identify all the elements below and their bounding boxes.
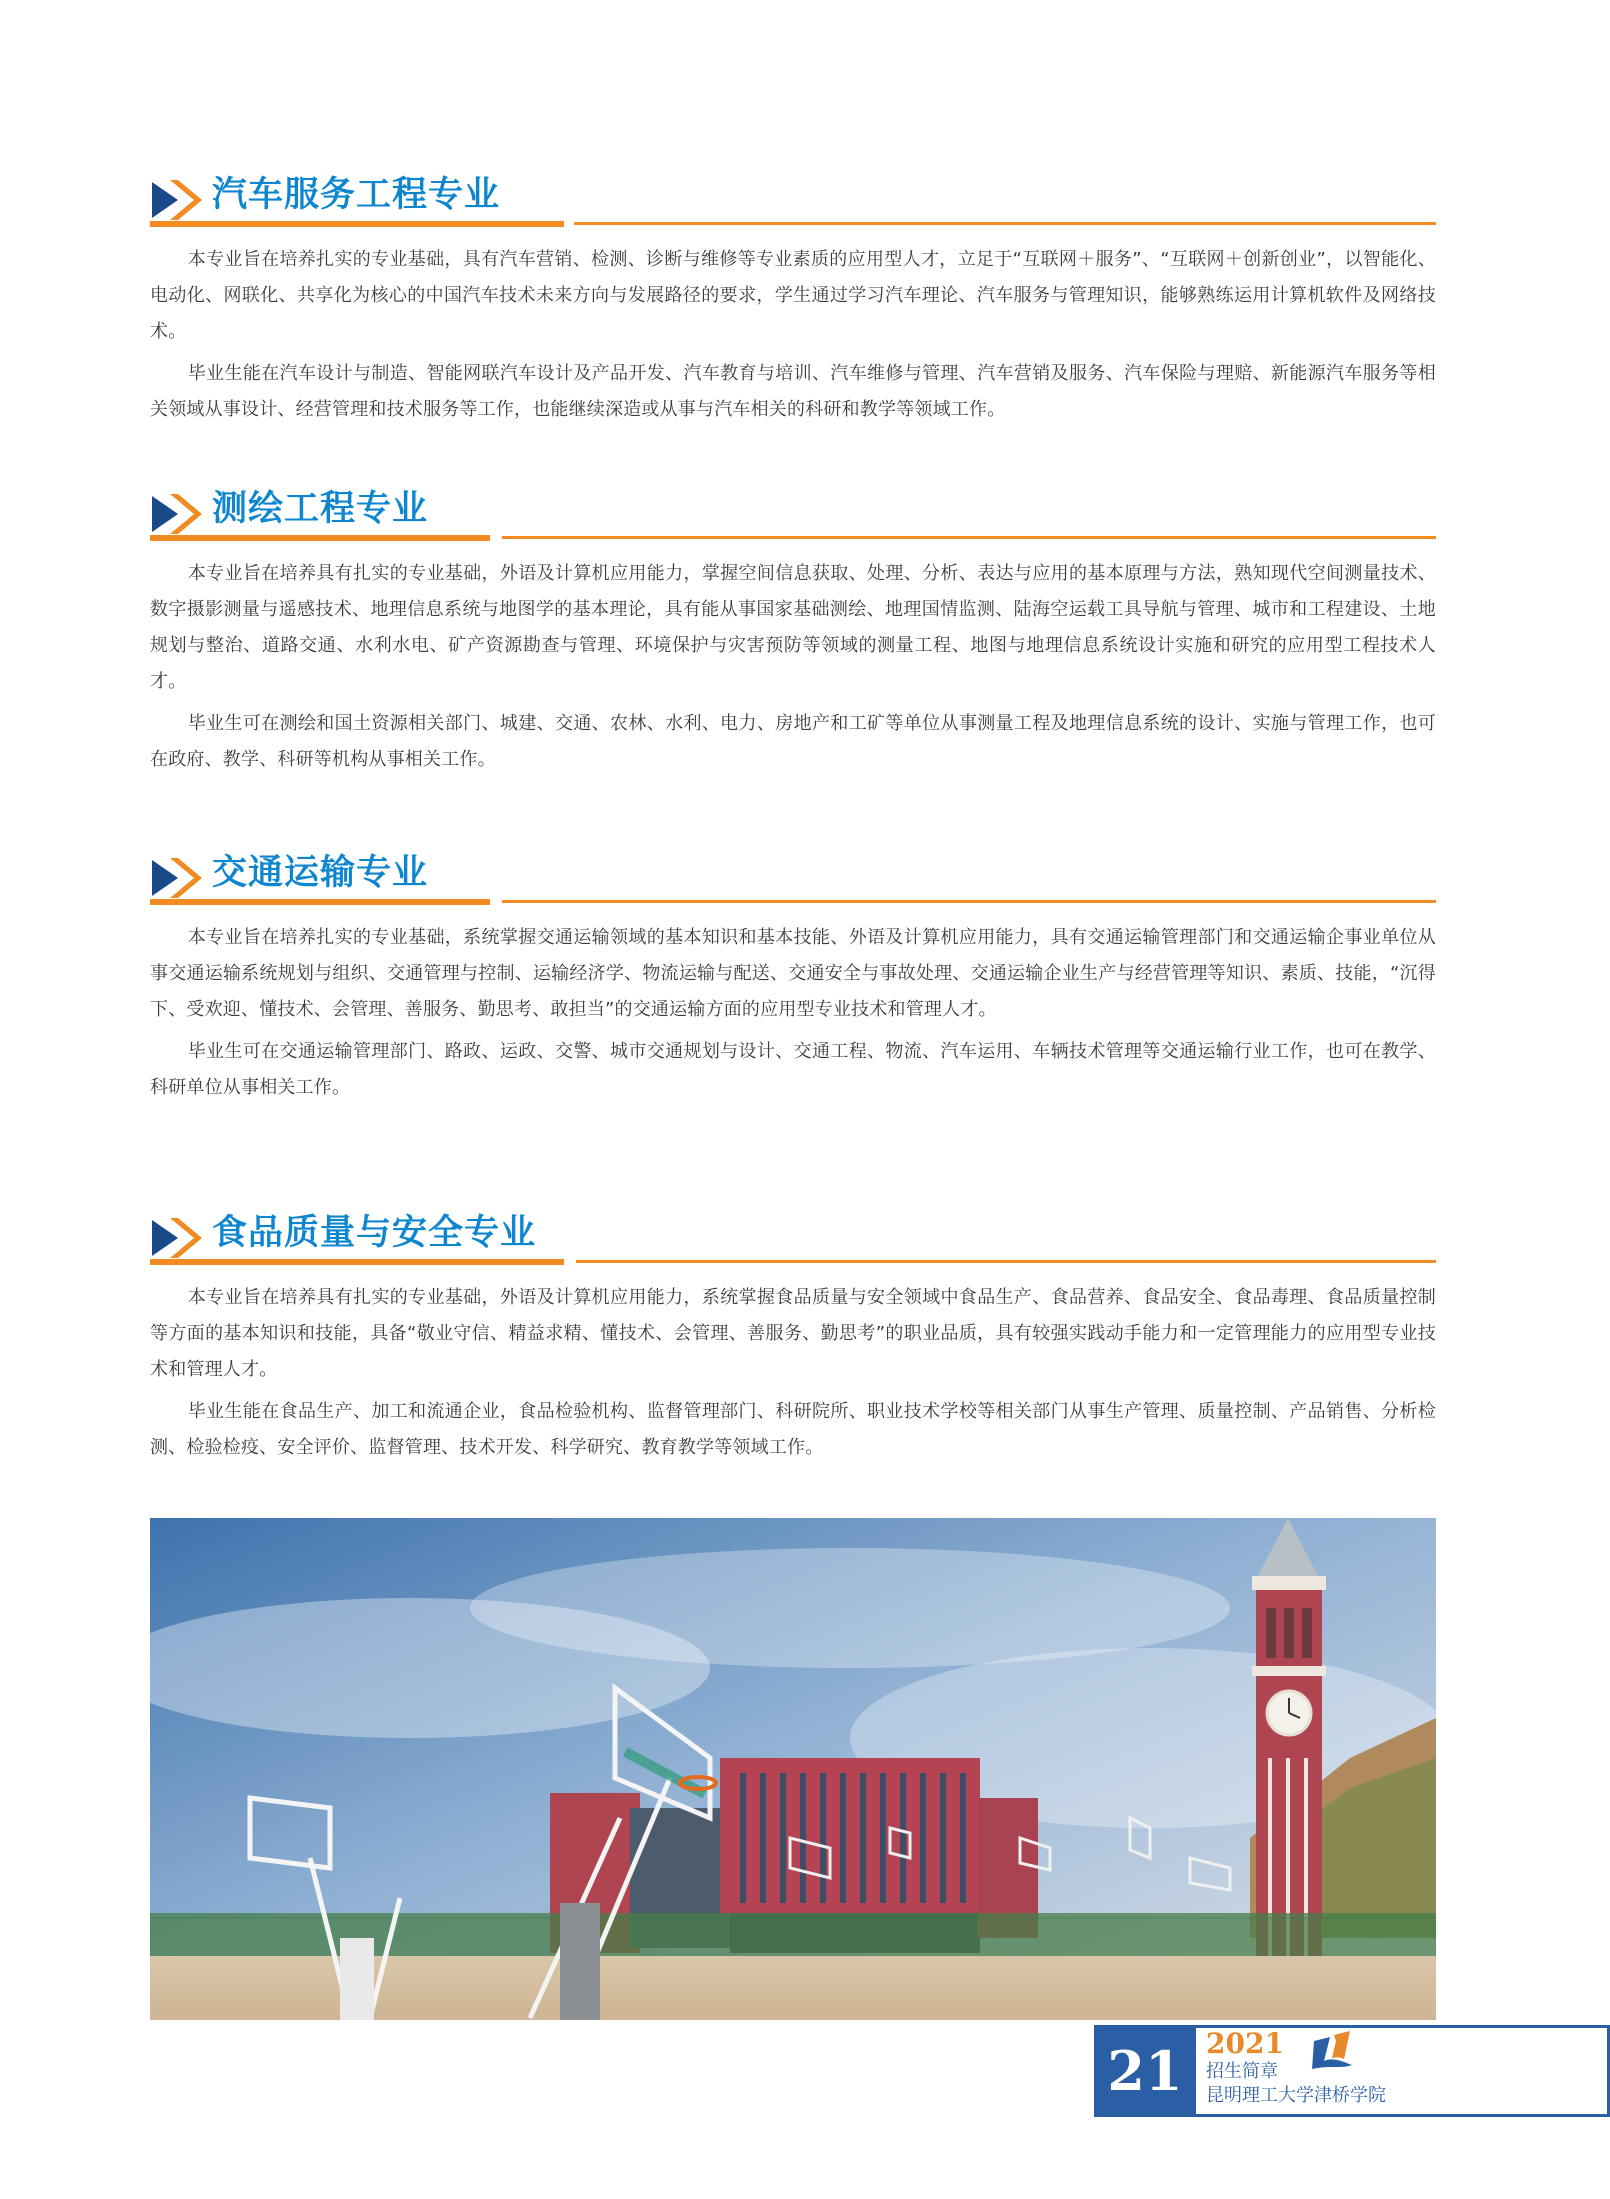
double-chevron-icon (152, 856, 208, 900)
title-underline (150, 1259, 564, 1265)
section-title: 交通运输专业 (212, 853, 429, 893)
section-title: 食品质量与安全专业 (212, 1213, 537, 1253)
section-automotive-service-engineering (150, 160, 1436, 434)
page-footer (1094, 2025, 1610, 2117)
page-number: 21 (1107, 2039, 1183, 2103)
section-paragraph: 本专业旨在培养具有扎实的专业基础，外语及计算机应用能力，掌握空间信息获取、处理、分析、表达与应用的基本原理与方法，熟知现代空间测量技术、数字摄影测量与遥感技术、地理信息系统与地图学的基本理论，具有能从事国家基础测绘、地理国情监测、陆海空运载工具导航与管理、城市和工程建设、土地规划与整治、道路交通、水利水电、矿产资源勘查与管理、环境保护与灾害预防等领域的测量工程、地图与地理信息系统设计实施和研究的应用型工程技术人才。 (150, 563, 1436, 692)
section-header (150, 474, 1436, 544)
section-title: 测绘工程专业 (212, 489, 429, 529)
section-paragraph: 本专业旨在培养扎实的专业基础，系统掌握交通运输领域的基本知识和基本技能、外语及计算机应用能力，具有交通运输管理部门和交通运输企事业单位从事交通运输系统规划与组织、交通管理与控制、运输经济学、物流运输与配送、交通安全与事故处理、交通运输企业生产与经营管理等知识、素质、技能，“沉得下、受欢迎、懂技术、会管理、善服务、勤思考、敢担当”的交通运输方面的应用型专业技术和管理人才。 (150, 927, 1436, 1020)
title-rule (576, 1260, 1436, 1263)
double-chevron-icon (152, 492, 208, 536)
section-header (150, 1198, 1436, 1268)
section-title: 汽车服务工程专业 (212, 175, 501, 215)
section-paragraph: 毕业生能在食品生产、加工和流通企业，食品检验机构、监督管理部门、科研院所、职业技术学校等相关部门从事生产管理、质量控制、产品销售、分析检测、检验检疫、安全评价、监督管理、技术开发、科学研究、教育教学等领域工作。 (150, 1401, 1436, 1458)
college-name: 昆明理工大学津桥学院 (1206, 2085, 1386, 2106)
section-paragraph: 毕业生可在交通运输管理部门、路政、运政、交警、城市交通规划与设计、交通工程、物流、汽车运用、车辆技术管理等交通运输行业工作，也可在教学、科研单位从事相关工作。 (150, 1041, 1436, 1098)
section-paragraph: 本专业旨在培养扎实的专业基础，具有汽车营销、检测、诊断与维修等专业素质的应用型人才，立足于“互联网＋服务”、“互联网＋创新创业”，以智能化、电动化、网联化、共享化为核心的中国汽车技术未来方向与发展路径的要求，学生通过学习汽车理论、汽车服务与管理知识，能够熟练运用计算机软件及网络技术。 (150, 249, 1436, 342)
double-chevron-icon (152, 1216, 208, 1260)
section-surveying-engineering (150, 474, 1436, 784)
title-rule (502, 900, 1436, 903)
title-underline (150, 221, 564, 227)
double-chevron-icon (152, 178, 208, 222)
title-rule (502, 536, 1436, 539)
section-header (150, 160, 1436, 230)
title-underline (150, 899, 490, 905)
college-logo-icon (1308, 2031, 1356, 2075)
campus-scene-illustration (150, 1518, 1436, 2020)
section-paragraph: 毕业生能在汽车设计与制造、智能网联汽车设计及产品开发、汽车教育与培训、汽车维修与管理、汽车营销及服务、汽车保险与理赔、新能源汽车服务等相关领域从事设计、经营管理和技术服务等工作，也能继续深造或从事与汽车相关的科研和教学等领域工作。 (150, 363, 1436, 420)
section-food-quality-safety (150, 1198, 1436, 1472)
section-header (150, 838, 1436, 908)
brochure-year: 2021 (1206, 2027, 1284, 2060)
title-rule (574, 222, 1436, 225)
section-paragraph: 毕业生可在测绘和国土资源相关部门、城建、交通、农林、水利、电力、房地产和工矿等单位从事测量工程及地理信息系统的设计、实施与管理工作，也可在政府、教学、科研等机构从事相关工作。 (150, 713, 1436, 770)
section-transportation (150, 838, 1436, 1112)
section-paragraph: 本专业旨在培养具有扎实的专业基础，外语及计算机应用能力，系统掌握食品质量与安全领域中食品生产、食品营养、食品安全、食品毒理、食品质量控制等方面的基本知识和技能，具备“敬业守信、精益求精、懂技术、会管理、善服务、勤思考”的职业品质，具有较强实践动手能力和一定管理能力的应用型专业技术和管理人才。 (150, 1287, 1436, 1380)
title-underline (150, 535, 490, 541)
campus-photo (150, 1518, 1436, 2020)
brochure-title: 招生简章 (1206, 2061, 1278, 2082)
